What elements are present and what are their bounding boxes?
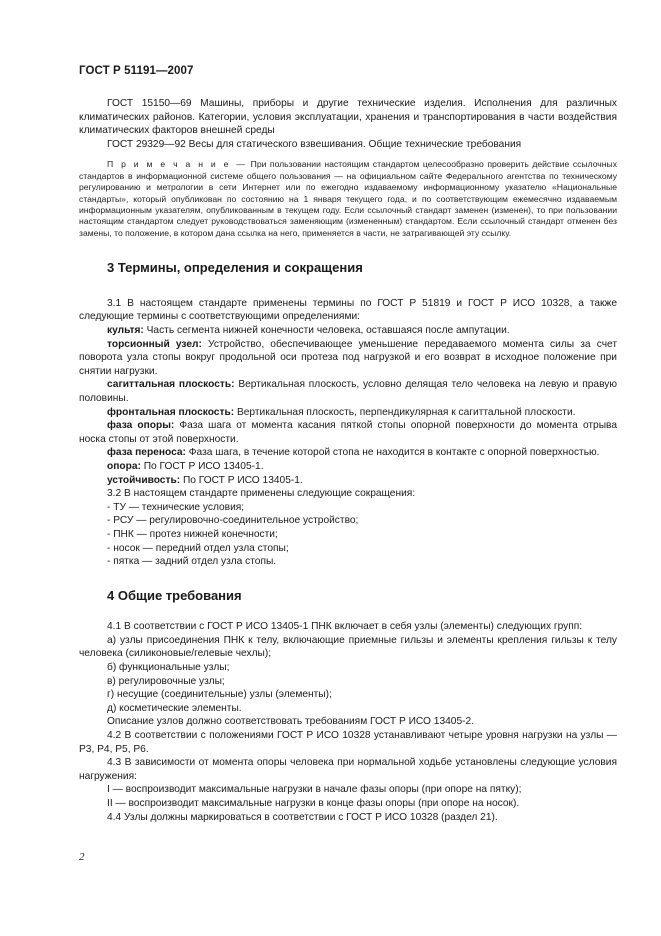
term-definition: Вертикальная плоскость, перпендикулярная к сагиттальной плоскости. xyxy=(234,406,576,418)
clause-4-1-end: Описание узлов должно соответствовать требованиям ГОСТ Р ИСО 13405-2. xyxy=(107,716,475,728)
term-label: фронтальная плоскость: xyxy=(107,406,235,418)
term-definition: Часть сегмента нижней конечности человека, оставшаяся после ампутации. xyxy=(143,325,510,336)
list-item: г) несущие (соединительные) узлы (элементы); xyxy=(107,689,332,701)
page-content xyxy=(79,97,617,824)
page-number: 2 xyxy=(79,851,85,863)
clause-4-1: 4.1 В соответствии с ГОСТ Р ИСО 13405-1 ПНК включает в себя узлы (элементы) следующих групп: xyxy=(107,621,583,633)
load-condition-2: II — воспроизводит максимальные нагрузки в конце фазы опоры (при опоре на носок). xyxy=(107,798,520,809)
term-label: торсионный узел: xyxy=(107,338,202,350)
term-definition: По ГОСТ Р ИСО 13405-1. xyxy=(140,460,264,472)
group-a: а) узлы присоединения ПНК к телу, включающие приемные гильзы и элементы крепления гильзы к телу человека (силиконовые/гелевые чехлы); xyxy=(79,634,617,660)
list-item: в) регулировочные узлы; xyxy=(107,675,225,687)
term-swing-phase xyxy=(79,446,617,460)
term-label: фаза опоры: xyxy=(107,420,175,432)
abbreviation-list xyxy=(79,501,617,569)
clause-3-1: 3.1 В настоящем стандарте применены термины по ГОСТ Р 51819 и ГОСТ Р ИСО 10328, а также следующие термины с соответствующими определениями: xyxy=(79,297,617,323)
term-definition: Вертикальная плоскость, условно делящая тело человека на левую и правую половины. xyxy=(79,379,617,404)
reference-gost-29329: ГОСТ 29329—92 Весы для статического взвешивания. Общие технические требования xyxy=(107,138,522,150)
list-item: - пятка — задний отдел узла стопы. xyxy=(107,556,277,568)
term-definition: Фаза шага, в течение которой стопа не находится в контакте с опорной поверхностью. xyxy=(185,447,600,459)
reference-gost-15150: ГОСТ 15150—69 Машины, приборы и другие технические изделия. Исполнения для различных климатических районов. Категории, условия эксплуатации, хранения и транспортирования в части воздействия климатических факторов внешней среды xyxy=(79,98,617,137)
term-support xyxy=(79,460,617,474)
section-3-heading: 3 Термины, определения и сокращения xyxy=(107,260,363,276)
document-header: ГОСТ Р 51191—2007 xyxy=(79,65,194,77)
term-definition: Фаза шага от момента касания пяткой стопы опорной поверхности до момента отрыва носка стопы от этой поверхности. xyxy=(79,420,617,445)
term-definition: Устройство, обеспечивающее уменьшение передаваемого момента силы за счет поворота узла стопы вокруг продольной оси протеза под нагрузкой и его возврат в исходное положение при снятии нагрузки. xyxy=(79,338,617,377)
load-condition-1: I — воспроизводит максимальные нагрузки в начале фазы опоры (при опоре на пятку); xyxy=(107,784,522,796)
term-label: культя: xyxy=(107,325,144,336)
section-4-heading: 4 Общие требования xyxy=(107,587,242,603)
clause-4-2: 4.2 В соответствии с положениями ГОСТ Р ИСО 10328 устанавливают четыре уровня нагрузки на узлы — Р3, Р4, Р5, Р6. xyxy=(79,730,617,755)
list-item: д) косметические элементы. xyxy=(107,702,242,714)
clause-4-4: 4.4 Узлы должны маркироваться в соответствии с ГОСТ Р ИСО 10328 (раздел 21). xyxy=(107,811,498,823)
term-stance-phase xyxy=(79,419,617,446)
clause-3-2: 3.2 В настоящем стандарте применены следующие сокращения: xyxy=(107,488,416,500)
list-item: б) функциональные узлы; xyxy=(107,662,230,674)
term-label: устойчивость: xyxy=(107,474,181,486)
term-label: опора: xyxy=(107,460,141,472)
group-list xyxy=(79,661,617,715)
term-frontal-plane xyxy=(79,406,617,420)
term-sagittal-plane xyxy=(79,378,617,405)
term-stability xyxy=(79,474,617,488)
note-text: При пользовании настоящим стандартом целесообразно проверить действие ссылочных стандартов в информационной системе общего пользования — на официальном сайте Федерального агентства по техническому регулированию и метрологии в сети Интернет или по ежегодно издаваемому информационному указателю «Национальные стандарты», который опубликован по состоянию на 1 января текущего года, и по соответствующим ежемесячно издаваемым информационным указателям, опубликованным в текущем году. Если ссылочный стандарт заменен (изменен), то при пользовании настоящим стандартом следует руководствоваться заменяющим (измененным) стандартом. Если ссылочный стандарт отменен без замены, то положение, в котором дана ссылка на него, применяется в части, не затрагивающей эту ссылку. xyxy=(79,159,617,238)
term-label: сагиттальная плоскость: xyxy=(107,379,235,391)
list-item: - РСУ — регулировочно-соединительное устройство; xyxy=(107,515,359,527)
term-definition: По ГОСТ Р ИСО 13405-1. xyxy=(180,474,303,486)
term-label: фаза переноса: xyxy=(107,447,186,459)
term-torsion-unit xyxy=(79,338,617,379)
list-item: - носок — передний отдел узла стопы; xyxy=(107,542,289,554)
term-stump xyxy=(79,324,617,338)
note-label: П р и м е ч а н и е — xyxy=(107,159,248,170)
list-item: - ТУ — технические условия; xyxy=(107,501,245,513)
list-item: - ПНК — протез нижней конечности; xyxy=(107,528,278,540)
note-paragraph xyxy=(79,159,617,239)
clause-4-3: 4.3 В зависимости от момента опоры человека при нормальной ходьбе установлены следующие условия нагружения: xyxy=(79,757,617,782)
